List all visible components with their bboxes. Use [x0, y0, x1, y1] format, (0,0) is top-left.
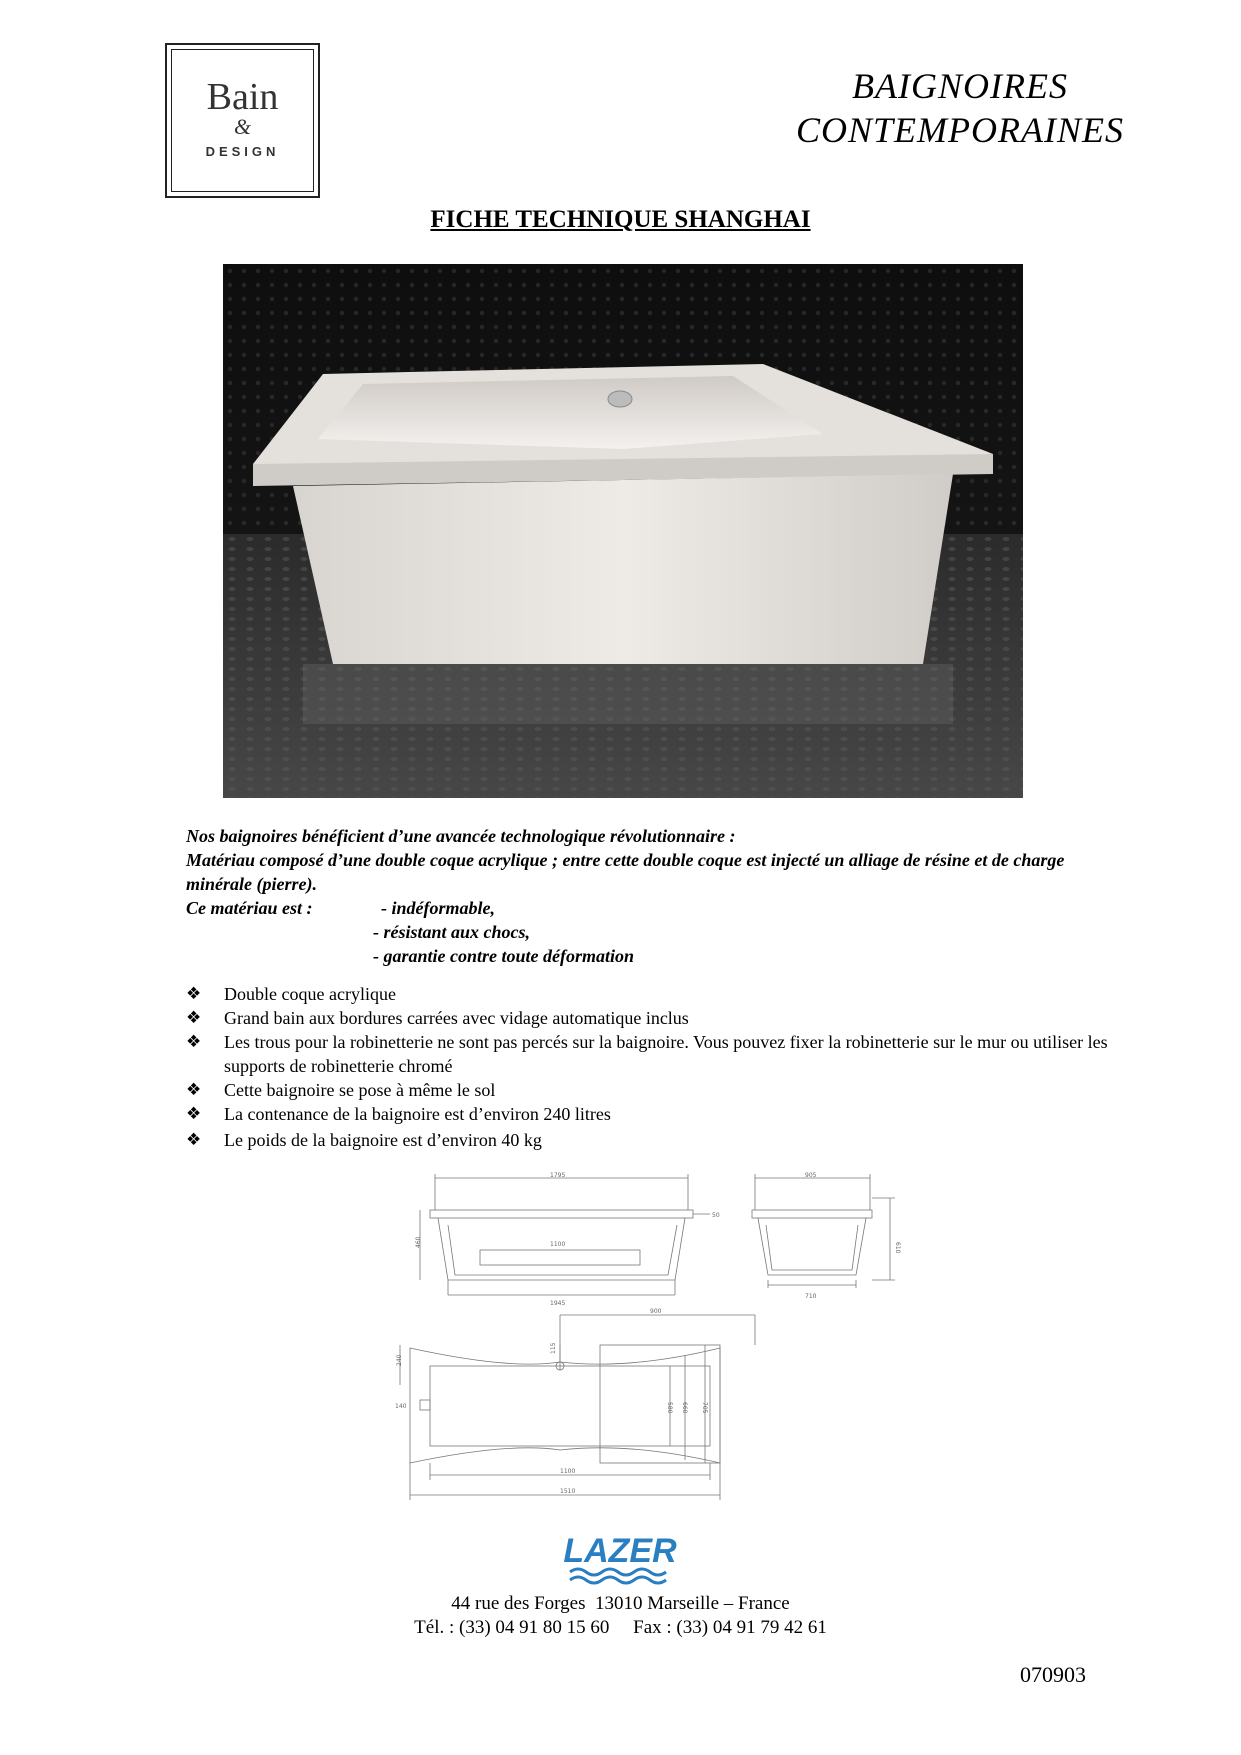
dim-label: 610 [894, 1242, 901, 1254]
dim-label: 705 [701, 1402, 708, 1414]
intro-line-2: Matériau composé d’une double coque acrylique ; entre cette double coque est injecté un alliage de résine et de charge minérale (pierre). [186, 850, 1065, 894]
dim-label: 905 [805, 1172, 817, 1179]
lazer-logo-text: LAZER [563, 1532, 677, 1570]
diamond-bullet-icon: ❖ [186, 1104, 202, 1124]
phone-fax-line: Tél. : (33) 04 91 80 15 60 Fax : (33) 04 91 79 42 61 [414, 1617, 827, 1638]
diamond-bullet-icon: ❖ [186, 1008, 202, 1028]
header-title-line-1: BAIGNOIRES [852, 66, 1068, 106]
dim-label: 1510 [560, 1488, 576, 1495]
properties-row-1 [186, 896, 1126, 920]
dim-label: 900 [650, 1308, 662, 1315]
dim-label: 1795 [550, 1172, 566, 1179]
material-description [186, 824, 1126, 968]
property-item: - résistant aux chocs, [373, 922, 531, 942]
feature-text: Grand bain aux bordures carrées avec vidage automatique inclus [224, 1008, 689, 1028]
properties-label: Ce matériau est : [186, 898, 313, 918]
dim-label: 710 [805, 1293, 817, 1300]
sheet-title: FICHE TECHNIQUE SHANGHAI [430, 206, 811, 233]
properties-row-3 [186, 944, 1126, 968]
page-header-title [760, 64, 1160, 152]
dim-label: 240 [396, 1354, 403, 1366]
dim-label: 460 [415, 1236, 422, 1248]
diamond-bullet-icon: ❖ [186, 1130, 202, 1150]
dim-label: 1100 [550, 1241, 566, 1248]
bain-design-logo [165, 43, 320, 198]
document-code: 070903 [1020, 1662, 1086, 1687]
dim-label: 140 [395, 1403, 407, 1410]
end-elevation-drawing [752, 1172, 901, 1300]
header-title-line-2: CONTEMPORAINES [796, 110, 1124, 150]
logo-frame [171, 49, 314, 192]
logo-word-bain: Bain [206, 76, 279, 118]
feature-text: Le poids de la baignoire est d’environ 40 kg [224, 1130, 542, 1150]
side-elevation-drawing [415, 1172, 720, 1307]
feature-item [186, 1006, 1126, 1030]
dim-label: 660 [681, 1402, 688, 1414]
feature-item [186, 1030, 1126, 1078]
feature-text: Cette baignoire se pose à même le sol [224, 1080, 496, 1100]
feature-item [186, 1078, 1126, 1102]
feature-list [186, 982, 1126, 1152]
company-address [0, 1592, 1241, 1640]
feature-text: La contenance de la baignoire est d’environ 240 litres [224, 1104, 611, 1124]
dim-label: 580 [666, 1402, 673, 1414]
feature-item [186, 982, 1126, 1006]
dim-label: 115 [550, 1342, 557, 1354]
properties-row-2 [186, 920, 1126, 944]
feature-item [186, 1128, 1126, 1152]
diamond-bullet-icon: ❖ [186, 1080, 202, 1100]
dim-label: 50 [712, 1212, 720, 1219]
intro-line-1: Nos baignoires bénéficient d’une avancée technologique révolutionnaire : [186, 826, 736, 846]
property-item: - garantie contre toute déformation [373, 946, 634, 966]
logo-ampersand: & [233, 114, 252, 139]
logo-word-design: DESIGN [205, 144, 280, 159]
dim-label: 1100 [560, 1468, 576, 1475]
feature-item [186, 1102, 1126, 1126]
property-item: - indéformable, [381, 898, 495, 918]
diamond-bullet-icon: ❖ [186, 984, 202, 1004]
technical-drawings [395, 1170, 940, 1530]
dim-label: 1945 [550, 1300, 566, 1307]
address-line: 44 rue des Forges 13010 Marseille – France [451, 1593, 790, 1614]
feature-text: Les trous pour la robinetterie ne sont pas percés sur la baignoire. Vous pouvez fixer la robinetterie sur le mur ou utiliser les supports de robinetterie chromé [224, 1032, 1108, 1076]
diamond-bullet-icon: ❖ [186, 1032, 202, 1052]
lazer-logo [555, 1530, 685, 1584]
feature-text: Double coque acrylique [224, 984, 396, 1004]
plan-view-drawing [395, 1308, 755, 1500]
bathtub-photo [223, 264, 1023, 798]
